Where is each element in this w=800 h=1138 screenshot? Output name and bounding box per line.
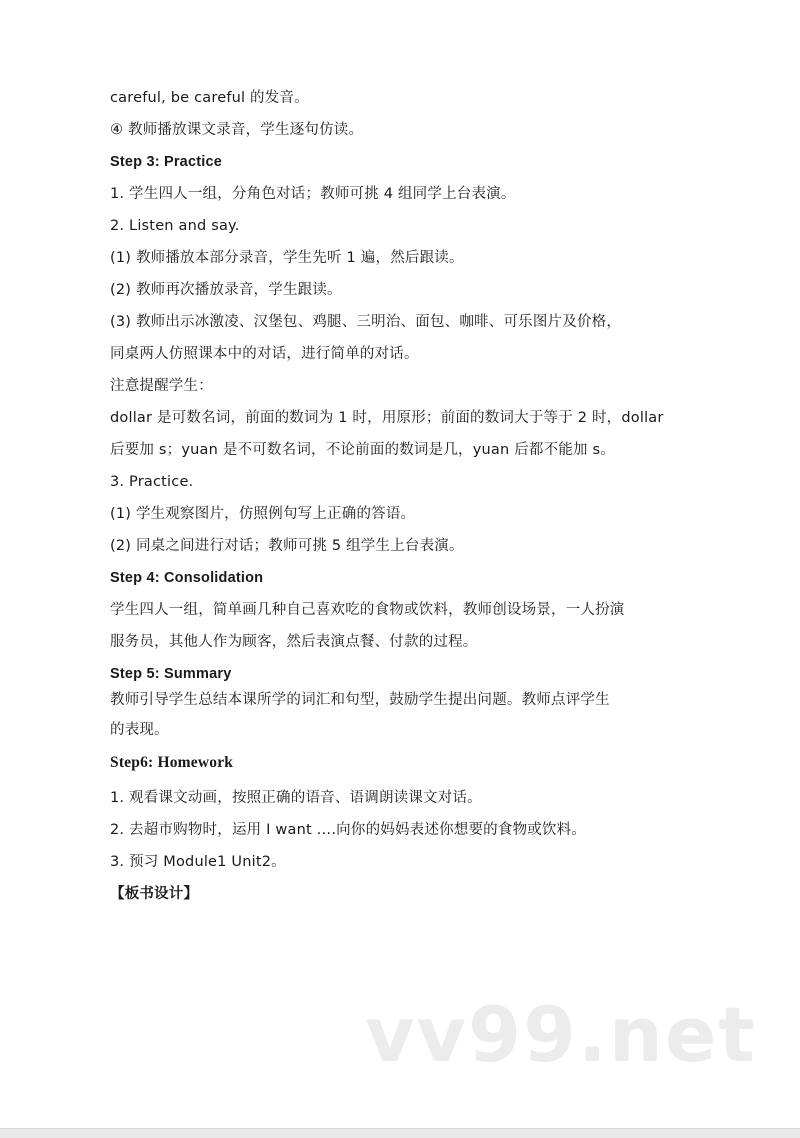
text-line: ④ 教师播放课文录音，学生逐句仿读。 — [110, 122, 364, 138]
section-heading-step4: Step 4: Consolidation — [110, 570, 264, 586]
text-line: dollar 是可数名词，前面的数词为 1 时，用原形；前面的数词大于等于 2 时，dollar — [110, 410, 664, 426]
text-line: 同桌两人仿照课本中的对话，进行简单的对话。 — [110, 346, 419, 362]
section-heading-step3: Step 3: Practice — [110, 154, 222, 170]
text-line: 服务员，其他人作为顾客，然后表演点餐、付款的过程。 — [110, 634, 478, 650]
text-line: (3) 教师出示冰激凌、汉堡包、鸡腿、三明治、面包、咖啡、可乐图片及价格， — [110, 314, 622, 330]
text-line: 1. 观看课文动画，按照正确的语音、语调朗读课文对话。 — [110, 790, 482, 806]
text-line: (2) 教师再次播放录音，学生跟读。 — [110, 282, 342, 298]
text-line: 学生四人一组，简单画几种自己喜欢吃的食物或饮料，教师创设场景，一人扮演 — [110, 602, 625, 618]
text-line: (1) 教师播放本部分录音，学生先听 1 遍，然后跟读。 — [110, 250, 464, 266]
text-line: 2. Listen and say. — [110, 218, 240, 234]
text-line: 3. Practice. — [110, 474, 194, 490]
text-line: 注意提醒学生： — [110, 378, 213, 394]
text-line: 3. 预习 Module1 Unit2。 — [110, 854, 286, 870]
text-line: 的表现。 — [110, 722, 169, 738]
text-line: 2. 去超市购物时，运用 I want ….向你的妈妈表述你想要的食物或饮料。 — [110, 822, 587, 838]
text-line: 后要加 s；yuan 是不可数名词，不论前面的数词是几，yuan 后都不能加 s。 — [110, 442, 615, 458]
section-heading-step5: Step 5: Summary — [110, 666, 232, 682]
text-line: 教师引导学生总结本课所学的词汇和句型，鼓励学生提出问题。教师点评学生 — [110, 692, 610, 708]
text-line: 1. 学生四人一组，分角色对话；教师可挑 4 组同学上台表演。 — [110, 186, 516, 202]
text-line: (1) 学生观察图片，仿照例句写上正确的答语。 — [110, 506, 416, 522]
board-design-heading: 【板书设计】 — [110, 886, 199, 902]
watermark: vv99.net — [365, 990, 757, 1079]
text-line: careful, be careful 的发音。 — [110, 90, 309, 106]
text-line: (2) 同桌之间进行对话；教师可挑 5 组学生上台表演。 — [110, 538, 464, 554]
section-heading-step6: Step6: Homework — [110, 754, 234, 771]
